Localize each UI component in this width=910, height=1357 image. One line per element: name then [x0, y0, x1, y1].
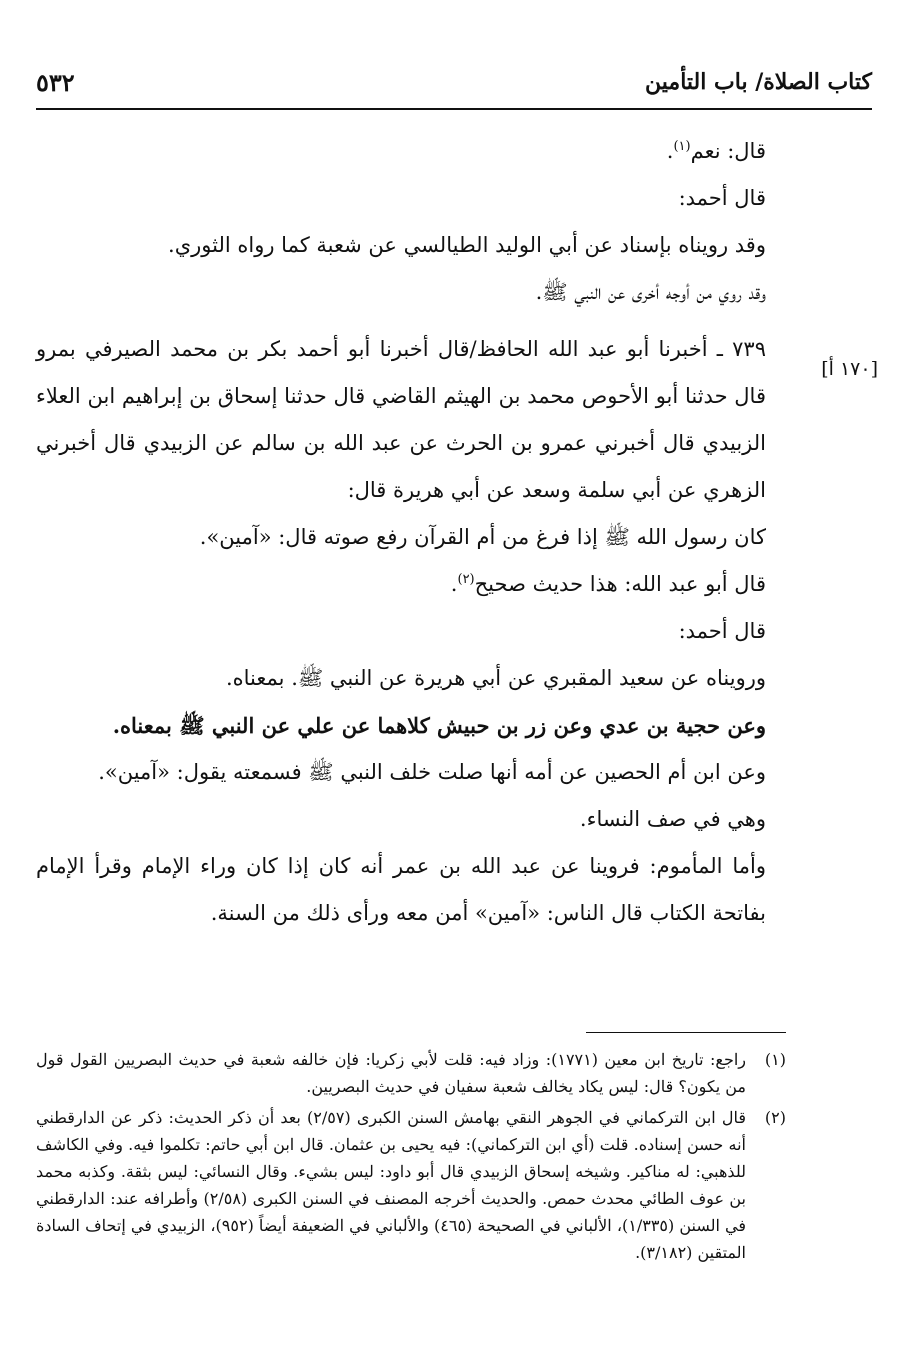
- main-text: [36, 128, 786, 937]
- running-title: كتاب الصلاة/ باب التأمين: [645, 69, 872, 95]
- footnote-separator: [586, 1032, 786, 1033]
- footnote-text: قال ابن التركماني في الجوهر النقي بهامش السنن الكبرى (٢/٥٧) بعد أن ذكر الحديث: ذكر عن الدارقطني أنه حسن إسناده. قلت (أي ابن التركماني): فيه يحيى بن عثمان. قال ابن أبي حاتم: تكلموا فيه. وفي الكاشف للذهبي: له مناكير. وشيخه إسحاق الزبيدي قال أبو داود: ليس بشيء. وقال النسائي: ليس بثقة. وكذبه محمد بن عوف الطائي محدث حمص. والحديث أخرجه المصنف في السنن الكبرى (٢/٥٨) وأطرافه عند: الدارقطني في السنن (١/٣٣٥)، الألباني في الصحيحة (٤٦٥) والألباني في الضعيفة أيضاً (٩٥٢)، الزبيدي في إتحاف السادة المتقين (٣/١٨٢).: [36, 1108, 747, 1262]
- paragraph: وقد رويناه بإسناد عن أبي الوليد الطيالسي عن شعبة كما رواه الثوري.: [168, 233, 766, 257]
- paragraph: كان رسول الله ﷺ إذا فرغ من أم القرآن رفع صوته قال: «آمين».: [199, 525, 766, 549]
- paragraph: وعن حجية بن عدي وعن زر بن حبيش كلاهما عن علي عن النبي ﷺ بمعناه.: [112, 713, 766, 738]
- paragraph: ورويناه عن سعيد المقبري عن أبي هريرة عن النبي ﷺ. بمعناه.: [225, 666, 766, 690]
- footnote-ref: (١): [673, 139, 691, 154]
- paragraph: [36, 561, 786, 608]
- paragraph: وقد روي من أوجه أخرى عن النبي ﷺ.: [535, 280, 766, 304]
- paragraph: قال أحمد:: [678, 186, 766, 210]
- paragraph: وعن ابن أم الحصين عن أمه أنها صلت خلف النبي ﷺ فسمعته يقول: «آمين».: [98, 760, 766, 784]
- manuscript-folio-note: [١٧٠ أ]: [821, 358, 878, 380]
- footnotes: [36, 1046, 786, 1270]
- paragraph-text: قال أبو عبد الله: هذا حديث صحيح: [474, 572, 766, 596]
- punctuation: .: [666, 139, 674, 163]
- page-header: [36, 62, 872, 102]
- footnote-number: (٢): [764, 1108, 786, 1127]
- footnote-text: راجع: تاريخ ابن معين (١٧٧١): وزاد فيه: قلت لأبي زكريا: فإن خالفه شعبة في حديث البصريين القول قول من يكون؟ قال: ليس يكاد يخالف شعبة سفيان في حديث البصريين.: [36, 1050, 747, 1096]
- paragraph: [36, 128, 786, 175]
- footnote-ref: (٢): [457, 572, 475, 587]
- paragraph: وهي في صف النساء.: [579, 807, 766, 831]
- header-rule: [36, 108, 872, 110]
- footnote-number: (١): [764, 1050, 786, 1069]
- page-number: ٥٣٢: [36, 67, 75, 97]
- paragraph: قال أحمد:: [678, 619, 766, 643]
- punctuation: .: [450, 572, 458, 596]
- hadith-paragraph: ٧٣٩ ـ أخبرنا أبو عبد الله الحافظ/قال أخبرنا أبو أحمد بكر بن محمد الصيرفي بمرو قال حدثنا أبو الأحوص محمد بن الهيثم القاضي قال حدثنا إسحاق بن إبراهيم ابن العلاء الزبيدي قال أخبرني عمرو بن الحرث عن عبد الله بن سالم عن الزبيدي قال أخبرني الزهري عن أبي سلمة وسعد عن أبي هريرة قال:: [36, 337, 766, 502]
- footnote: [36, 1104, 786, 1266]
- paragraph: وأما المأموم: فروينا عن عبد الله بن عمر أنه كان إذا كان وراء الإمام وقرأ الإمام بفاتحة الكتاب قال الناس: «آمين» أمن معه ورأى ذلك من السنة.: [36, 854, 766, 925]
- paragraph-text: قال: نعم: [690, 139, 766, 163]
- footnote: [36, 1046, 786, 1100]
